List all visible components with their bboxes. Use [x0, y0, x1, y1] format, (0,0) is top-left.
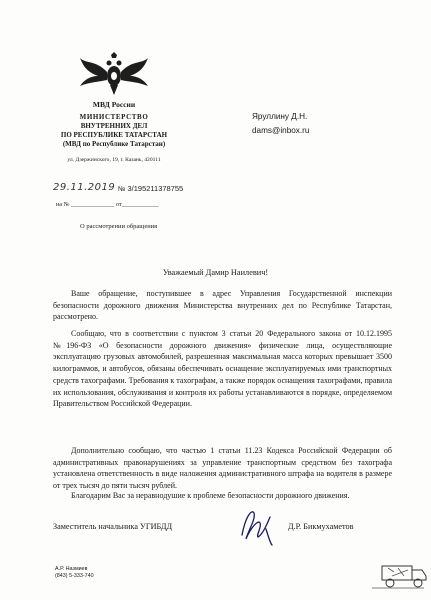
paragraph-1 [53, 288, 392, 323]
paragraph-4 [53, 490, 392, 502]
recipient-name: Яруллину Д.Н. [252, 112, 308, 121]
org-line-3: ПО РЕСПУБЛИКЕ ТАТАРСТАН [60, 131, 168, 139]
greeting: Уважаемый Дамир Наилевич! [162, 268, 269, 277]
signer-title: Заместитель начальника УГИБДД [53, 522, 173, 531]
paragraph-3-text: Дополнительно сообщаю, что частью 1 статьи 11.23 Кодекса Российской Федерации об административных правонарушениях за управление транспортным средством без тахографа установлена ответственность в виде наложения административного штрафа на водителя в размере от трех тысяч до пяти тысяч рублей. [53, 446, 392, 491]
paragraph-2 [53, 328, 392, 410]
letter-number-line [118, 184, 183, 193]
paragraph-3 [53, 445, 392, 492]
letter-number: 3/195211378755 [127, 184, 184, 193]
eagle-emblem-icon [78, 52, 150, 96]
handwritten-signature-icon [236, 505, 280, 547]
org-line-4: (МВД по Республике Татарстан) [62, 140, 166, 148]
paragraph-4-text: Благодарим Вас за неравнодушие к проблеме безопасности дорожного движения. [71, 491, 350, 500]
letter-subject: О рассмотрении обращения [80, 223, 158, 230]
truck-stamp-icon [368, 558, 428, 594]
letter-date: 29.11.2019 [53, 182, 116, 193]
letter-date-line [53, 182, 115, 193]
paragraph-1-text: Ваше обращение, поступившее в адрес Управления Государственной инспекции безопасности дорожного движения Министерства внутренних дел по Республике Татарстан, рассмотрено. [53, 289, 392, 322]
paragraph-2-text: Сообщаю, что в соответствии с пунктом 3 статьи 20 Федерального закона от 10.12.1995 №196-ФЗ «О безопасности дорожного движения» физические лица, осуществляющие эксплуатацию грузовых автомобилей, разрешенная максимальная масса которых превышает 3500 килограммов, и автобусов, обязаны обеспечивать оснащение эксплуатируемых ими транспортных средств тахографами. Требования к тахографам, а также порядок оснащения тахографами, правила их использования, обслуживания и контроля их работы устанавливаются в порядке, определяемом Правительством Российской Федерации. [53, 329, 392, 409]
org-line-2: ВНУТРЕННИХ ДЕЛ [80, 122, 148, 130]
org-address: ул. Дзержинского, 19, г. Казань, 420111 [67, 157, 161, 163]
org-short-name: МВД России [92, 100, 136, 109]
recipient-email: dams@inbox.ru [252, 126, 310, 135]
executor-info [55, 566, 94, 580]
executor-phone: (843) 5-333-740 [55, 573, 94, 579]
executor-name: А.Р. Назмиев [55, 566, 88, 572]
reference-line: на № ______________ от____________ [56, 201, 159, 208]
signer-name: Д.Р. Бикмухаметов [288, 522, 354, 531]
number-label: № [118, 186, 126, 193]
org-ministry: МИНИСТЕРСТВО [79, 113, 149, 121]
